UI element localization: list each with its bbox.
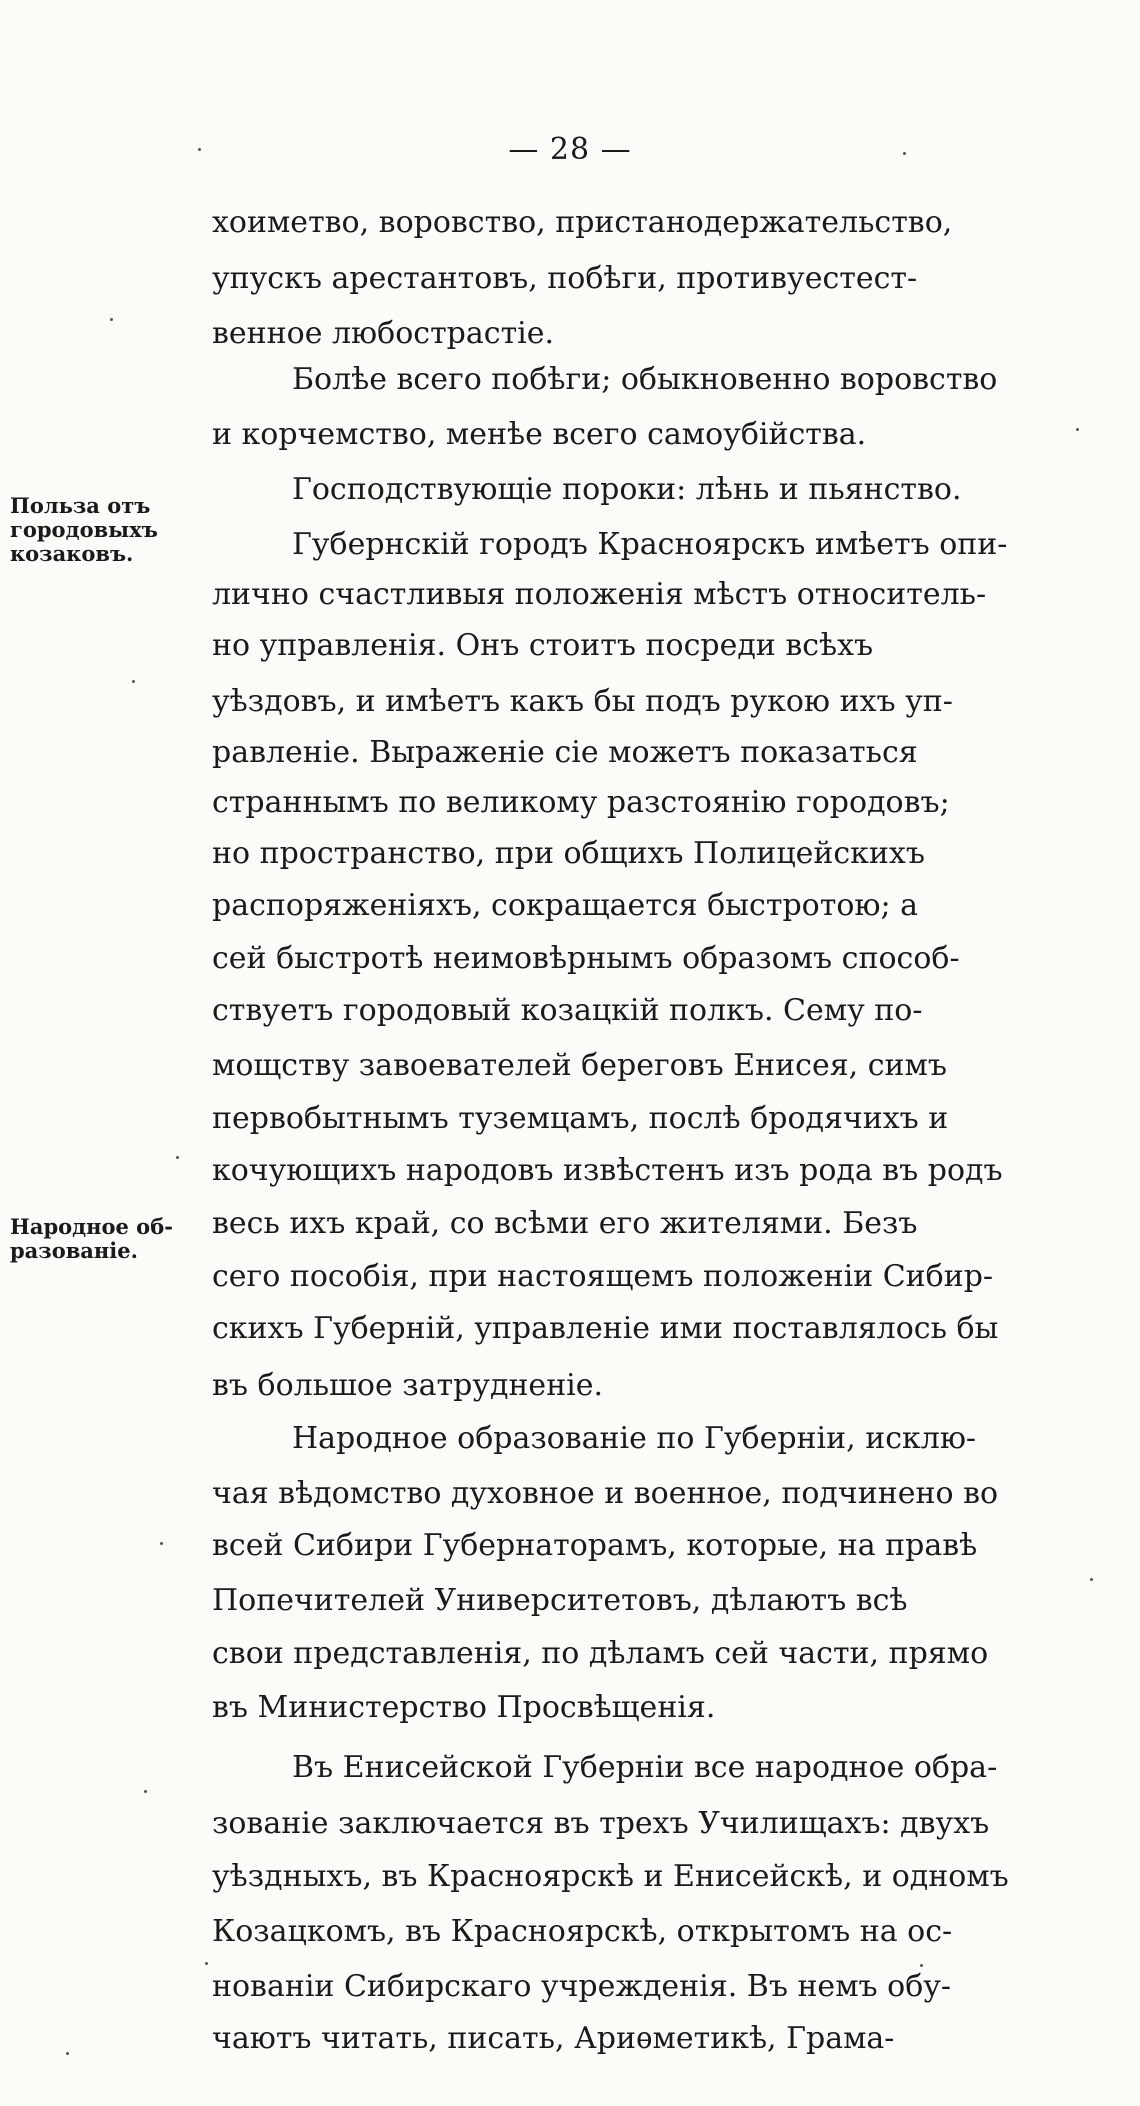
print-speck (1090, 1578, 1093, 1581)
text-line: всей Сибири Губернаторамъ, которые, на правѣ (212, 1528, 978, 1563)
text-line: Господствующіе пороки: лѣнь и пьянство. (292, 472, 962, 507)
text-line: хоиметво, воровство, пристанодержательство, (212, 205, 953, 240)
text-line: весь ихъ край, со всѣми его жителями. Безъ (212, 1206, 918, 1241)
margin-note-line: Народное об- (10, 1214, 173, 1239)
text-line: чая вѣдомство духовное и военное, подчинено во (212, 1476, 999, 1511)
margin-note-line: козаковъ. (10, 541, 134, 566)
print-speck (198, 148, 201, 151)
text-line: зованіе заключается въ трехъ Училищахъ: двухъ (212, 1806, 990, 1841)
print-speck (144, 1790, 147, 1793)
text-line: ствуетъ городовый козацкій полкъ. Сему по- (212, 993, 923, 1028)
print-speck (132, 680, 135, 683)
margin-note-line: разованіе. (10, 1238, 138, 1263)
text-line: Козацкомъ, въ Красноярскѣ, открытомъ на ос- (212, 1914, 953, 1949)
print-speck (205, 1962, 208, 1965)
text-line: упускъ арестантовъ, побѣги, противуестест- (212, 261, 918, 296)
text-line: въ большое затрудненіе. (212, 1368, 604, 1403)
text-line: равленіе. Выраженіе сіе можетъ показаться (212, 735, 918, 770)
text-line: свои представленія, по дѣламъ сей части, прямо (212, 1636, 989, 1671)
print-speck (1076, 428, 1079, 431)
text-line: скихъ Губерній, управленіе ими поставлялось бы (212, 1311, 999, 1346)
margin-note (10, 494, 200, 566)
text-line: сей быстротѣ неимовѣрнымъ образомъ способ- (212, 941, 960, 976)
margin-note-line: городовыхъ (10, 517, 158, 542)
print-speck (920, 1964, 923, 1967)
print-speck (110, 318, 113, 321)
text-line: венное любострастіе. (212, 316, 555, 351)
text-line: и корчемство, менѣе всего самоубійства. (212, 417, 867, 452)
text-line: лично счастливыя положенія мѣстъ относитель- (212, 577, 987, 612)
text-line: первобытнымъ туземцамъ, послѣ бродячихъ и (212, 1101, 949, 1136)
text-line: но пространство, при общихъ Полицейскихъ (212, 836, 925, 871)
text-line: Попечителей Университетовъ, дѣлаютъ всѣ (212, 1583, 908, 1618)
text-line: Болѣе всего побѣги; обыкновенно воровство (292, 362, 998, 397)
text-line: Народное образованіе по Губерніи, исклю- (292, 1421, 977, 1456)
margin-note (10, 1215, 200, 1263)
print-speck (160, 1542, 163, 1545)
margin-note-line: Польза отъ (10, 493, 151, 518)
text-line: мощству завоевателей береговъ Енисея, симъ (212, 1048, 947, 1083)
text-line: уѣздовъ, и имѣетъ какъ бы подъ рукою ихъ уп- (212, 684, 953, 719)
text-line: сего пособія, при настоящемъ положеніи Сибир- (212, 1259, 994, 1294)
text-line: но управленія. Онъ стоитъ посреди всѣхъ (212, 628, 874, 663)
text-line: чаютъ читать, писать, Ариѳметикѣ, Грама- (212, 2021, 895, 2056)
print-speck (903, 152, 906, 155)
text-line: въ Министерство Просвѣщенія. (212, 1690, 716, 1725)
text-line: Губернскій городъ Красноярскъ имѣетъ опи- (292, 527, 1008, 562)
text-line: распоряженіяхъ, сокращается быстротою; а (212, 888, 919, 923)
print-speck (176, 1156, 179, 1159)
text-line: Въ Енисейской Губерніи все народное обра- (292, 1750, 998, 1785)
text-line: кочующихъ народовъ извѣстенъ изъ рода въ родъ (212, 1153, 1003, 1188)
text-line: уѣздныхъ, въ Красноярскѣ и Енисейскѣ, и одномъ (212, 1859, 1009, 1894)
page-number: — 28 — (508, 132, 632, 167)
text-line: страннымъ по великому разстоянію городовъ; (212, 785, 950, 820)
print-speck (66, 2052, 69, 2055)
text-line: нованіи Сибирскаго учрежденія. Въ немъ обу- (212, 1969, 952, 2004)
